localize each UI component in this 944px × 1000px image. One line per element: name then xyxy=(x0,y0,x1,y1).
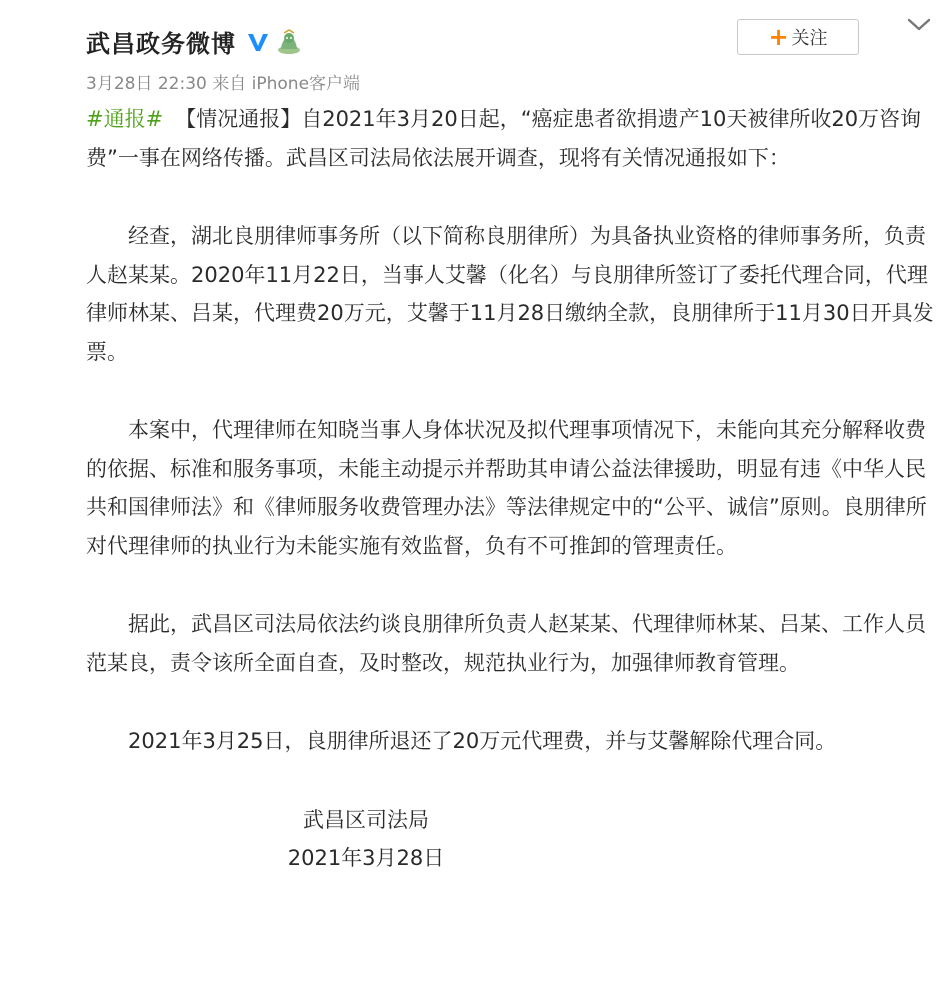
post-body xyxy=(86,100,936,878)
author-name[interactable]: 武昌政务微博 xyxy=(86,30,236,58)
post-source[interactable]: iPhone客户端 xyxy=(251,74,361,94)
member-badge-icon[interactable] xyxy=(276,29,302,55)
plus-icon: + xyxy=(768,23,789,51)
topic-hashtag-link[interactable]: #通报# xyxy=(86,107,164,131)
follow-label: 关注 xyxy=(791,28,828,49)
body-paragraph-1: 经查，湖北良朋律师事务所（以下简称良朋律所）为具备执业资格的律师事务所，负责人赵某某。2020年11月22日，当事人艾馨（化名）与良朋律所签订了委托代理合同，代理律师林某、吕某，代理费20万元，艾馨于11月28日缴纳全款，良朋律所于11月30日开具发票。 xyxy=(86,224,934,364)
author-row xyxy=(86,24,302,59)
post-meta xyxy=(86,69,360,94)
source-prefix: 来自 xyxy=(212,74,247,94)
signature-date: 2021年3月28日 xyxy=(287,846,445,870)
post-header xyxy=(0,0,944,100)
intro-text: 【情况通报】自2021年3月20日起，“癌症患者欲捐遗产10天被律所收20万咨询费”一事在网络传播。武昌区司法局依法展开调查，现将有关情况通报如下： xyxy=(86,107,922,170)
chevron-down-icon[interactable] xyxy=(905,14,933,36)
verified-icon xyxy=(246,30,270,54)
post-time[interactable]: 3月28日 22:30 xyxy=(86,74,207,94)
follow-button[interactable] xyxy=(737,19,859,55)
signature-org: 武昌区司法局 xyxy=(303,807,429,832)
body-paragraph-2: 本案中，代理律师在知晓当事人身体状况及拟代理事项情况下，未能向其充分解释收费的依据、标准和服务事项，未能主动提示并帮助其申请公益法律援助，明显有违《中华人民共和国律师法》和《律师服务收费管理办法》等法律规定中的“公平、诚信”原则。良朋律所对代理律师的执业行为未能实施有效监督，负有不可推卸的管理责任。 xyxy=(86,418,927,558)
body-paragraph-3: 据此，武昌区司法局依法约谈良朋律所负责人赵某某、代理律师林某、吕某、工作人员范某良，责令该所全面自查，及时整改，规范执业行为，加强律师教育管理。 xyxy=(86,612,926,675)
intro-paragraph xyxy=(86,100,936,177)
body-paragraph-4: 2021年3月25日，良朋律所退还了20万元代理费，并与艾馨解除代理合同。 xyxy=(128,729,837,753)
